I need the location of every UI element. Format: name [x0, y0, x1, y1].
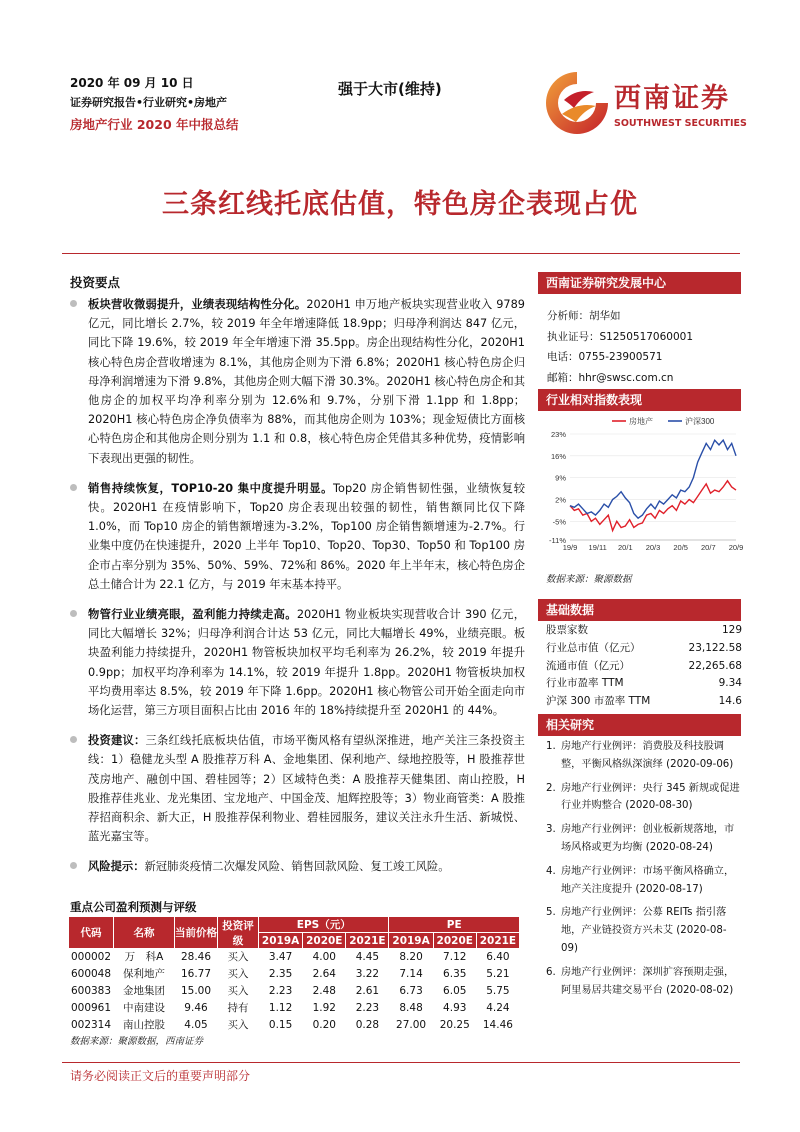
- cell-code: 600383: [70, 985, 112, 997]
- bullet-item: [70, 605, 525, 720]
- related-item[interactable]: [546, 821, 742, 857]
- related-item[interactable]: [546, 964, 742, 1000]
- cell-value: 7.12: [443, 951, 467, 963]
- basic-label: 流通市值（亿元）: [546, 659, 630, 672]
- cell-price: 4.05: [184, 1019, 208, 1031]
- basic-label: 行业市盈率 TTM: [546, 677, 624, 690]
- chart-legend-label: 房地产: [629, 417, 653, 426]
- related-num: 4.: [546, 865, 556, 877]
- bullet-dot-icon: [70, 610, 77, 617]
- bullet-lead: 投资建议：: [88, 734, 146, 748]
- related-num: 3.: [546, 824, 556, 836]
- table-row: [69, 1000, 520, 1017]
- chart-series-line-hs300: [570, 440, 736, 518]
- chart-xtick-label: 20/9: [728, 543, 744, 552]
- bullet-lead: 板块营收微弱提升，业绩表现结构性分化。: [88, 298, 307, 311]
- cell-price: 15.00: [180, 985, 212, 997]
- chart-ytick-label: 23%: [550, 430, 566, 439]
- chart-xtick-label: 20/3: [645, 543, 661, 552]
- cell-value: 0.28: [355, 1019, 380, 1031]
- stock-table-heading: 重点公司盈利预测与评级: [70, 900, 197, 914]
- cell-rating: 买入: [227, 968, 249, 980]
- cell-value: 2.61: [355, 985, 380, 997]
- col-year: 2021E: [476, 933, 519, 949]
- cell-name: 万 科A: [124, 951, 164, 963]
- cell-price: 9.46: [184, 1002, 208, 1014]
- cell-name: 中南建设: [123, 1002, 165, 1014]
- col-name: 名称: [114, 917, 175, 949]
- related-text: 房地产行业例评：公募 REITs 指引落地，产业链投资方兴未艾 (2020-08-09): [561, 907, 727, 954]
- chart-xtick-label: 20/5: [673, 543, 688, 552]
- related-text: 房地产行业例评：深圳扩容预期走强，阿里易居共建交易平台 (2020-08-02): [561, 966, 735, 996]
- cell-value: 3.22: [355, 968, 380, 980]
- basic-row: [546, 622, 742, 640]
- basic-label: 沪深 300 市盈率 TTM: [546, 695, 651, 708]
- related-num: 2.: [546, 782, 556, 794]
- related-research-bar: 相关研究: [538, 714, 741, 736]
- bullet-dot-icon: [70, 484, 77, 491]
- cell-name: 南山控股: [123, 1019, 165, 1031]
- bullet-text: 新冠肺炎疫情二次爆发风险、销售回款风险、复工竣工风险。: [144, 860, 450, 874]
- bullet-dot-icon: [70, 862, 77, 869]
- cell-rating: 买入: [227, 1019, 249, 1031]
- cell-value: 1.12: [268, 1002, 293, 1014]
- index-chart: [540, 412, 744, 562]
- report-subtitle: 房地产行业 2020 年中报总结: [70, 117, 239, 132]
- related-text: 房地产行业例评：市场平衡风格确立，地产关注度提升 (2020-08-17): [561, 865, 735, 895]
- chart-xtick-label: 20/7: [701, 543, 716, 552]
- basic-row: [546, 693, 742, 711]
- basic-label: 行业总市值（亿元）: [546, 641, 641, 654]
- page-title: 三条红线托底估值，特色房企表现占优: [162, 189, 638, 220]
- basic-value: 9.34: [718, 677, 742, 690]
- related-text: 房地产行业例评：创业板新规落地，市场风格或更为均衡 (2020-08-24): [561, 824, 735, 853]
- table-row: [69, 983, 520, 1000]
- bullet-dot-icon: [70, 300, 77, 307]
- footer-disclaimer: 请务必阅读正文后的重要声明部分: [70, 1069, 251, 1083]
- analyst-line: 执业证号：S1250517060001: [547, 330, 694, 343]
- table-source: 数据来源：聚源数据，西南证券: [70, 1036, 204, 1047]
- basic-value: 14.6: [718, 695, 742, 708]
- index-title-bar: 行业相对指数表现: [538, 389, 741, 411]
- col-year: 2020E: [303, 933, 346, 949]
- col-year: 2019A: [259, 933, 303, 949]
- cell-value: 1.92: [312, 1002, 336, 1014]
- cell-price: 28.46: [180, 951, 212, 963]
- bullet-text: 三条红线托底板块估值，市场平衡风格有望纵深推进，地产关注三条投资主线：1）稳健龙头型 A 股推荐万科 A、金地集团、保利地产、绿地控股等，H 股推荐世茂房地产、融创中国、碧桂园等；2）区域特色类：A 股推荐天健集团、南山控股，H 股推荐佳兆业、龙光集团、宝龙地产、中国金茂、旭辉控股等；3）物业商管类：A 股推荐招商积余、新大正，H 股推荐保利物业、碧桂园服务，建议关注永升生活、新城悦、蓝光嘉宝等。: [88, 734, 525, 844]
- company-logo-icon: [544, 70, 610, 136]
- research-center-bar: 西南证券研究发展中心: [538, 272, 741, 294]
- cell-name: 保利地产: [123, 968, 165, 980]
- cell-value: 6.73: [399, 985, 423, 997]
- cell-value: 6.35: [443, 968, 467, 980]
- cell-value: 0.20: [312, 1019, 336, 1031]
- table-row: [69, 966, 520, 983]
- bullet-text: 2020H1 物业板块实现营收合计 390 亿元，同比大幅增长 32%；归母净利润合计达 53 亿元，同比大幅增长 49%，业绩亮眼。板块盈利能力持续提升，2020H1 物管板块加权平均毛利率为 26.2%，较 2019 年提升 0.9pp；加权平均净利率为 14.1%，较 2019 年提升 1.8pp。2020H1 物管板块加权平均费用率达 8.5%，较 2019 年下降 1.6pp。2020H1 核心物管公司开始全面走向市场化运营，第三方项目面积占比由 2016 年的 18%持续提升至 2020H1 的 44%。: [88, 608, 525, 718]
- cell-value: 8.48: [399, 1002, 423, 1014]
- report-type: 证券研究报告•行业研究•房地产: [70, 96, 228, 109]
- analyst-line: 分析师：胡华如: [547, 310, 621, 322]
- col-eps: EPS（元）: [259, 917, 389, 933]
- invest-points-body: [70, 295, 525, 888]
- col-price: 当前价格: [175, 917, 218, 949]
- bullet-item: [70, 479, 525, 594]
- bullet-lead: 物管行业业绩亮眼，盈利能力持续走高。: [88, 608, 297, 622]
- related-item[interactable]: [546, 904, 742, 957]
- chart-legend-label: 沪深300: [685, 417, 715, 426]
- cell-value: 20.25: [439, 1019, 470, 1031]
- related-text: 房地产行业例评：消费股及科技股调整，平衡风格纵深演绎 (2020-09-06): [561, 741, 734, 770]
- footer-divider: [62, 1062, 740, 1063]
- chart-ytick-label: -5%: [552, 517, 566, 527]
- related-num: 6.: [546, 966, 556, 978]
- cell-value: 4.00: [312, 951, 336, 963]
- related-num: 1.: [546, 741, 556, 752]
- chart-source: 数据来源：聚源数据: [546, 574, 632, 585]
- cell-value: 27.00: [396, 1019, 427, 1031]
- logo-text-cn: 西南证券: [614, 83, 730, 114]
- cell-value: 6.05: [443, 985, 467, 997]
- chart-ytick-label: 9%: [555, 473, 566, 483]
- basic-value: 23,122.58: [688, 641, 742, 654]
- related-item[interactable]: [546, 780, 742, 816]
- analyst-line: 电话：0755-23900571: [547, 351, 663, 363]
- stock-forecast-table: [68, 916, 520, 1034]
- invest-points-heading: 投资要点: [70, 275, 121, 290]
- bullet-item: [70, 731, 525, 846]
- basic-data-bar: 基础数据: [538, 599, 741, 621]
- cell-rating: 持有: [227, 1002, 249, 1014]
- table-row: [69, 949, 520, 967]
- related-item[interactable]: [546, 738, 742, 774]
- cell-value: 5.75: [486, 985, 510, 997]
- cell-value: 4.45: [355, 951, 380, 963]
- cell-value: 3.47: [268, 951, 293, 963]
- logo-text-en: SOUTHWEST SECURITIES: [614, 118, 747, 129]
- chart-xtick-label: 20/1: [618, 543, 633, 552]
- cell-rating: 买入: [227, 985, 249, 997]
- bullet-text: Top20 房企销售韧性强，业绩恢复较快。2020H1 在疫情影响下，Top20 房企表现出较强的韧性，销售额同比仅下降 1.0%，而 Top10 房企的销售额增速为-3.2%，Top100 房企销售额增速为-2.7%。行业集中度仍在快速提升，2020 上半年 Top10、Top20、Top30、Top50 和 Top100 房企市占率分别为 35%、50%、59%、72%和 86%。2020 年上半年末，核心特色房企总土储合计为 22.1 亿方，与 2019 年末基本持平。: [88, 481, 526, 591]
- basic-row: [546, 675, 742, 693]
- col-year: 2019A: [389, 933, 433, 949]
- cell-value: 2.35: [268, 968, 293, 980]
- col-year: 2020E: [433, 933, 476, 949]
- chart-ytick-label: 16%: [550, 451, 566, 461]
- bullet-lead: 风险提示：: [88, 860, 145, 874]
- analyst-info: [547, 306, 693, 388]
- cell-value: 7.14: [399, 968, 423, 980]
- chart-xtick-label: 19/11: [588, 543, 607, 552]
- basic-label: 股票家数: [546, 624, 588, 636]
- chart-ytick-label: -11%: [549, 536, 566, 545]
- bullet-text: 2020H1 申万地产板块实现营业收入 9789 亿元，同比增长 2.7%，较 2019 年全年增速降低 18.9pp；归母净利润达 847 亿元，同比下降 19.6%，较 2019 年全年增速下滑 35.5pp。房企出现结构性分化，2020H1 核心特色房企营收增速为 8.1%，其他房企则为下滑 6.8%；2020H1 核心特色房企归母净利润增速为下滑 9.8%，其他房企则大幅下滑 30.3%。2020H1 核心特色房企和其他房企的加权平均净利率分别为 12.6%和 9.7%，分别下滑 1.1pp 和 1.8pp；2020H1 核心特色房企净负债率为 88%，而其他房企则为 103%；现金短债比方面核心特色房企和其他房企则分别为 1.1 和 0.8，核心特色房企凭借其多种优势，疫情影响下表现出更强的韧性。: [88, 298, 525, 465]
- bullet-lead: 销售持续恢复，TOP10-20 集中度提升明显。: [88, 481, 334, 495]
- cell-code: 600048: [70, 968, 112, 980]
- industry-rating: 强于大市(维持): [338, 80, 442, 98]
- col-code: 代码: [69, 917, 114, 949]
- index-chart-svg: [540, 412, 744, 562]
- cell-value: 0.15: [268, 1019, 293, 1031]
- title-divider: [62, 253, 740, 254]
- basic-data-list: [546, 622, 742, 711]
- bullet-item: [70, 857, 525, 876]
- bullet-item: [70, 295, 525, 468]
- related-num: 5.: [546, 907, 556, 919]
- cell-code: 000961: [70, 1002, 112, 1014]
- cell-price: 16.77: [180, 968, 212, 980]
- basic-value: 129: [721, 624, 742, 636]
- cell-code: 000002: [70, 951, 112, 963]
- cell-value: 2.23: [268, 985, 293, 997]
- related-research-list: [546, 738, 742, 1005]
- chart-xtick-label: 19/9: [562, 543, 578, 552]
- cell-rating: 买入: [227, 951, 249, 963]
- cell-value: 14.46: [482, 1019, 513, 1031]
- cell-value: 4.93: [443, 1002, 467, 1014]
- col-pe: PE: [389, 917, 520, 933]
- cell-value: 2.48: [312, 985, 336, 997]
- cell-value: 5.21: [486, 968, 510, 980]
- basic-value: 22,265.68: [688, 659, 742, 672]
- col-rating: 投资评级: [218, 917, 259, 949]
- analyst-line: 邮箱：hhr@swsc.com.cn: [547, 371, 674, 384]
- cell-value: 8.20: [399, 951, 423, 963]
- chart-ytick-label: 2%: [555, 495, 566, 505]
- bullet-dot-icon: [70, 736, 77, 743]
- cell-value: 6.40: [486, 951, 510, 963]
- report-date: 2020 年 09 月 10 日: [70, 76, 194, 90]
- related-text: 房地产行业例评：央行 345 新规或促进行业并购整合 (2020-08-30): [561, 782, 740, 812]
- basic-row: [546, 640, 742, 658]
- cell-name: 金地集团: [123, 985, 165, 997]
- table-row: [69, 1017, 520, 1034]
- col-year: 2021E: [346, 933, 389, 949]
- cell-value: 2.64: [312, 968, 336, 980]
- related-item[interactable]: [546, 863, 742, 899]
- cell-code: 002314: [70, 1019, 112, 1031]
- cell-value: 4.24: [486, 1002, 510, 1014]
- cell-value: 2.23: [355, 1002, 380, 1014]
- basic-row: [546, 658, 742, 676]
